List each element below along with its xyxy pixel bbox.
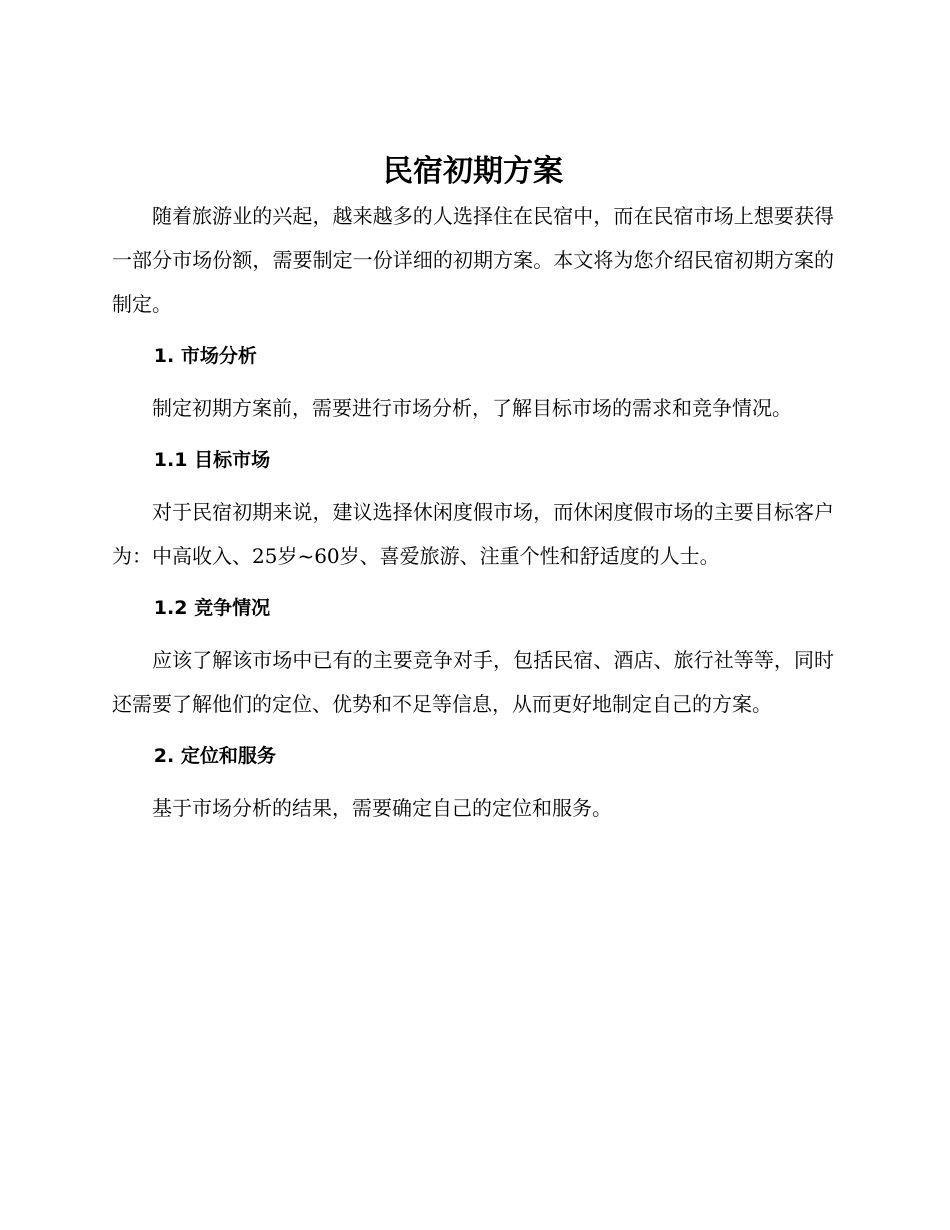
target-market-paragraph: 对于民宿初期来说，建议选择休闲度假市场，而休闲度假市场的主要目标客户为：中高收入、25岁~60岁、喜爱旅游、注重个性和舒适度的人士。 bbox=[112, 500, 834, 568]
section-heading-target-market: 1.1 目标市场 bbox=[153, 449, 271, 471]
positioning-paragraph: 基于市场分析的结果，需要确定自己的定位和服务。 bbox=[152, 796, 612, 820]
section-heading-market-analysis: 1. 市场分析 bbox=[153, 345, 257, 367]
competition-paragraph: 应该了解该市场中已有的主要竞争对手，包括民宿、酒店、旅行社等等，同时还需要了解他们的定位、优势和不足等信息，从而更好地制定自己的方案。 bbox=[112, 648, 834, 716]
section-heading-positioning: 2. 定位和服务 bbox=[153, 745, 276, 767]
section-heading-competition: 1.2 竞争情况 bbox=[153, 597, 271, 619]
intro-paragraph: 随着旅游业的兴起，越来越多的人选择住在民宿中，而在民宿市场上想要获得一部分市场份额，需要制定一份详细的初期方案。本文将为您介绍民宿初期方案的制定。 bbox=[112, 204, 834, 316]
document-content bbox=[112, 150, 834, 838]
market-analysis-paragraph: 制定初期方案前，需要进行市场分析，了解目标市场的需求和竞争情况。 bbox=[152, 396, 792, 420]
document-title: 民宿初期方案 bbox=[383, 154, 563, 189]
